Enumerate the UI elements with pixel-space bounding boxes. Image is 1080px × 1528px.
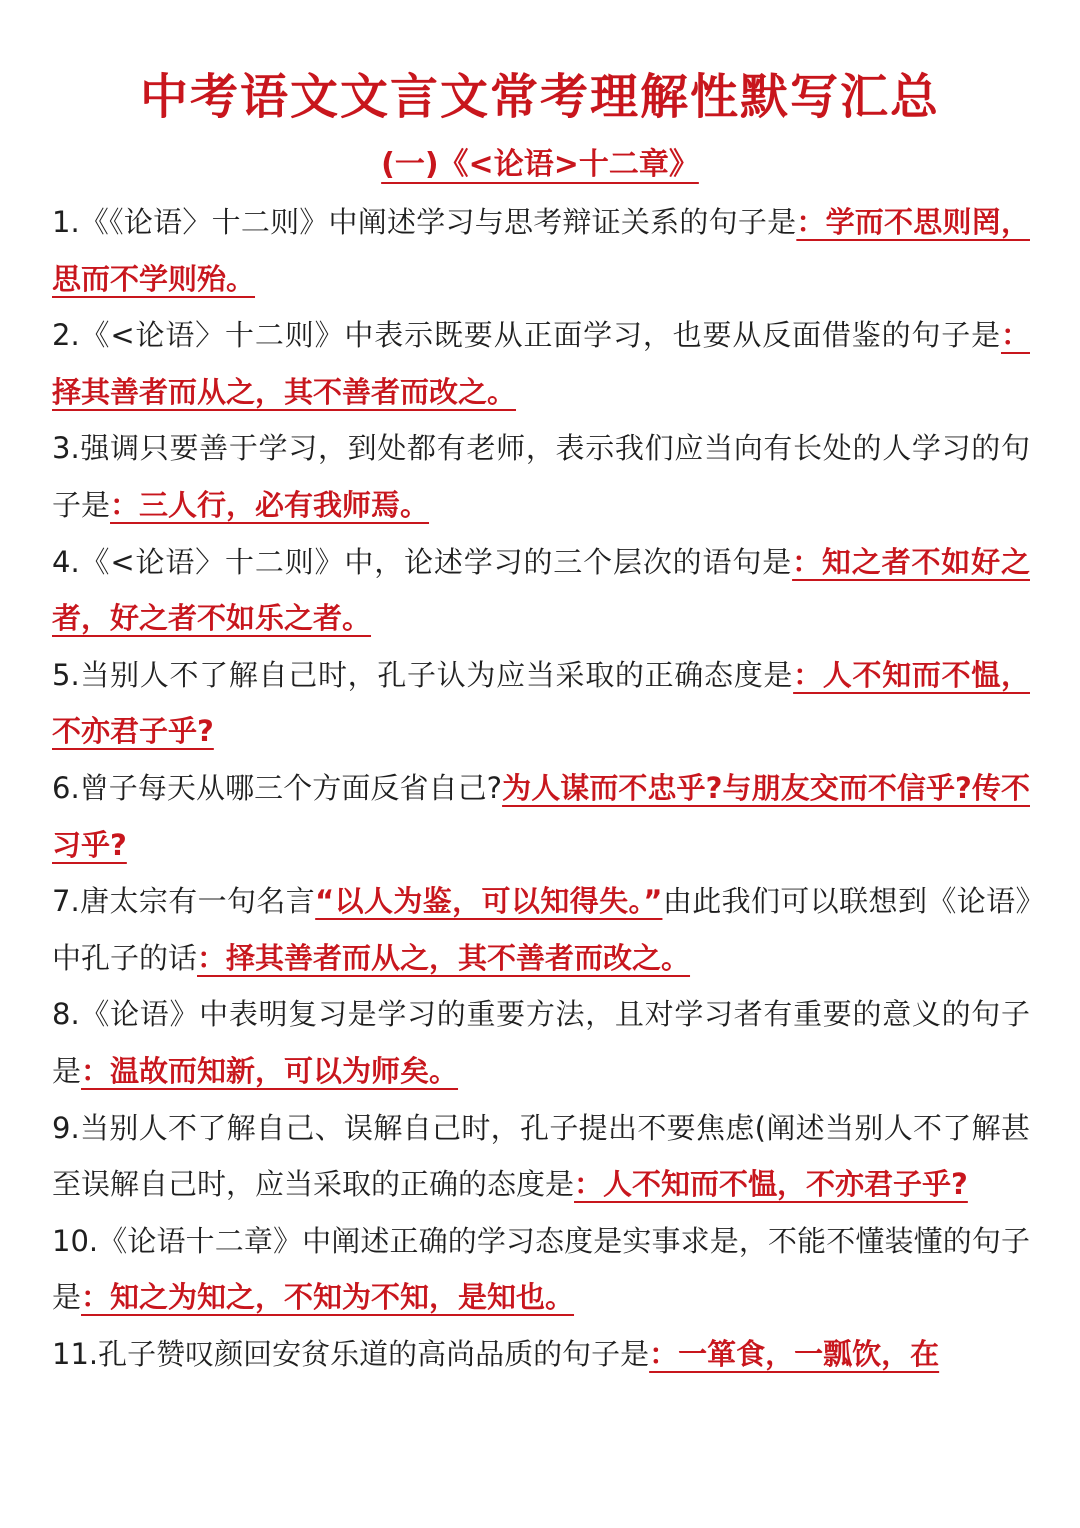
list-item bbox=[52, 420, 1030, 533]
section-subtitle-text: (一)《<论语>十二章》 bbox=[381, 147, 699, 182]
list-item bbox=[52, 307, 1030, 420]
answer-text: ：温故而知新，可以为师矣。 bbox=[81, 1053, 459, 1088]
question-text: 3.强调只要善于学习，到处都有老师，表示我们应当向有长处的人学习的句子是 bbox=[52, 431, 1030, 522]
question-text: 11.孔子赞叹颜回安贫乐道的高尚品质的句子是 bbox=[52, 1336, 650, 1371]
question-text: 4.《<论语〉十二则》中，论述学习的三个层次的语句是 bbox=[52, 544, 793, 579]
answer-text: “以人为鉴，可以知得失。” bbox=[315, 884, 663, 919]
list-item bbox=[52, 873, 1030, 986]
answer-text: ：人不知而不愠，不亦君子乎? bbox=[574, 1167, 968, 1202]
list-item bbox=[52, 647, 1030, 760]
question-text: 6.曾子每天从哪三个方面反省自己? bbox=[52, 770, 503, 805]
answer-text: ：择其善者而从之，其不善者而改之。 bbox=[52, 318, 1030, 409]
answer-text: ：学而不思则罔，思而不学则殆。 bbox=[52, 205, 1030, 296]
question-text: 1.《《论语〉十二则》中阐述学习与思考辩证关系的句子是 bbox=[52, 205, 797, 239]
answer-text: ：一箪食，一瓢饮，在 bbox=[649, 1336, 940, 1371]
list-item bbox=[52, 760, 1030, 873]
answer-text-second: ：择其善者而从之，其不善者而改之。 bbox=[197, 940, 691, 975]
question-text: 8.《论语》中表明复习是学习的重要方法，且对学习者有重要的意义的句子是 bbox=[52, 997, 1030, 1088]
list-item bbox=[52, 986, 1030, 1099]
question-text: 9.当别人不了解自己、误解自己时，孔子提出不要焦虑(阐述当别人不了解甚至误解自己时，应当采取的正确的态度是 bbox=[52, 1110, 1030, 1202]
section-subtitle bbox=[0, 140, 1080, 190]
list-item bbox=[52, 534, 1030, 647]
list-item bbox=[52, 1326, 1030, 1383]
list-item bbox=[52, 1100, 1030, 1213]
answer-text: ：知之者不如好之者，好之者不如乐之者。 bbox=[52, 544, 1030, 636]
question-text-continued: 由此我们可以联想到《论语》中孔子的话 bbox=[52, 884, 1030, 975]
question-text: 2.《<论语〉十二则》中表示既要从正面学习，也要从反面借鉴的句子是 bbox=[52, 318, 1001, 353]
answer-text: 为人谋而不忠乎?与朋友交而不信乎?传不习乎? bbox=[52, 770, 1030, 862]
question-text: 7.唐太宗有一句名言 bbox=[52, 884, 316, 919]
question-text: 5.当别人不了解自己时，孔子认为应当采取的正确态度是 bbox=[52, 657, 794, 692]
page-title: 中考语文文言文常考理解性默写汇总 bbox=[139, 69, 940, 125]
question-text: 10.《论语十二章》中阐述正确的学习态度是实事求是，不能不懂装懂的句子是 bbox=[52, 1223, 1030, 1315]
question-list bbox=[52, 194, 1030, 1382]
answer-text: ：知之为知之，不知为不知，是知也。 bbox=[81, 1280, 575, 1315]
answer-text: ：人不知而不愠，不亦君子乎? bbox=[52, 657, 1030, 749]
answer-text: ：三人行，必有我师焉。 bbox=[110, 487, 430, 522]
list-item bbox=[52, 194, 1030, 307]
list-item bbox=[52, 1213, 1030, 1326]
